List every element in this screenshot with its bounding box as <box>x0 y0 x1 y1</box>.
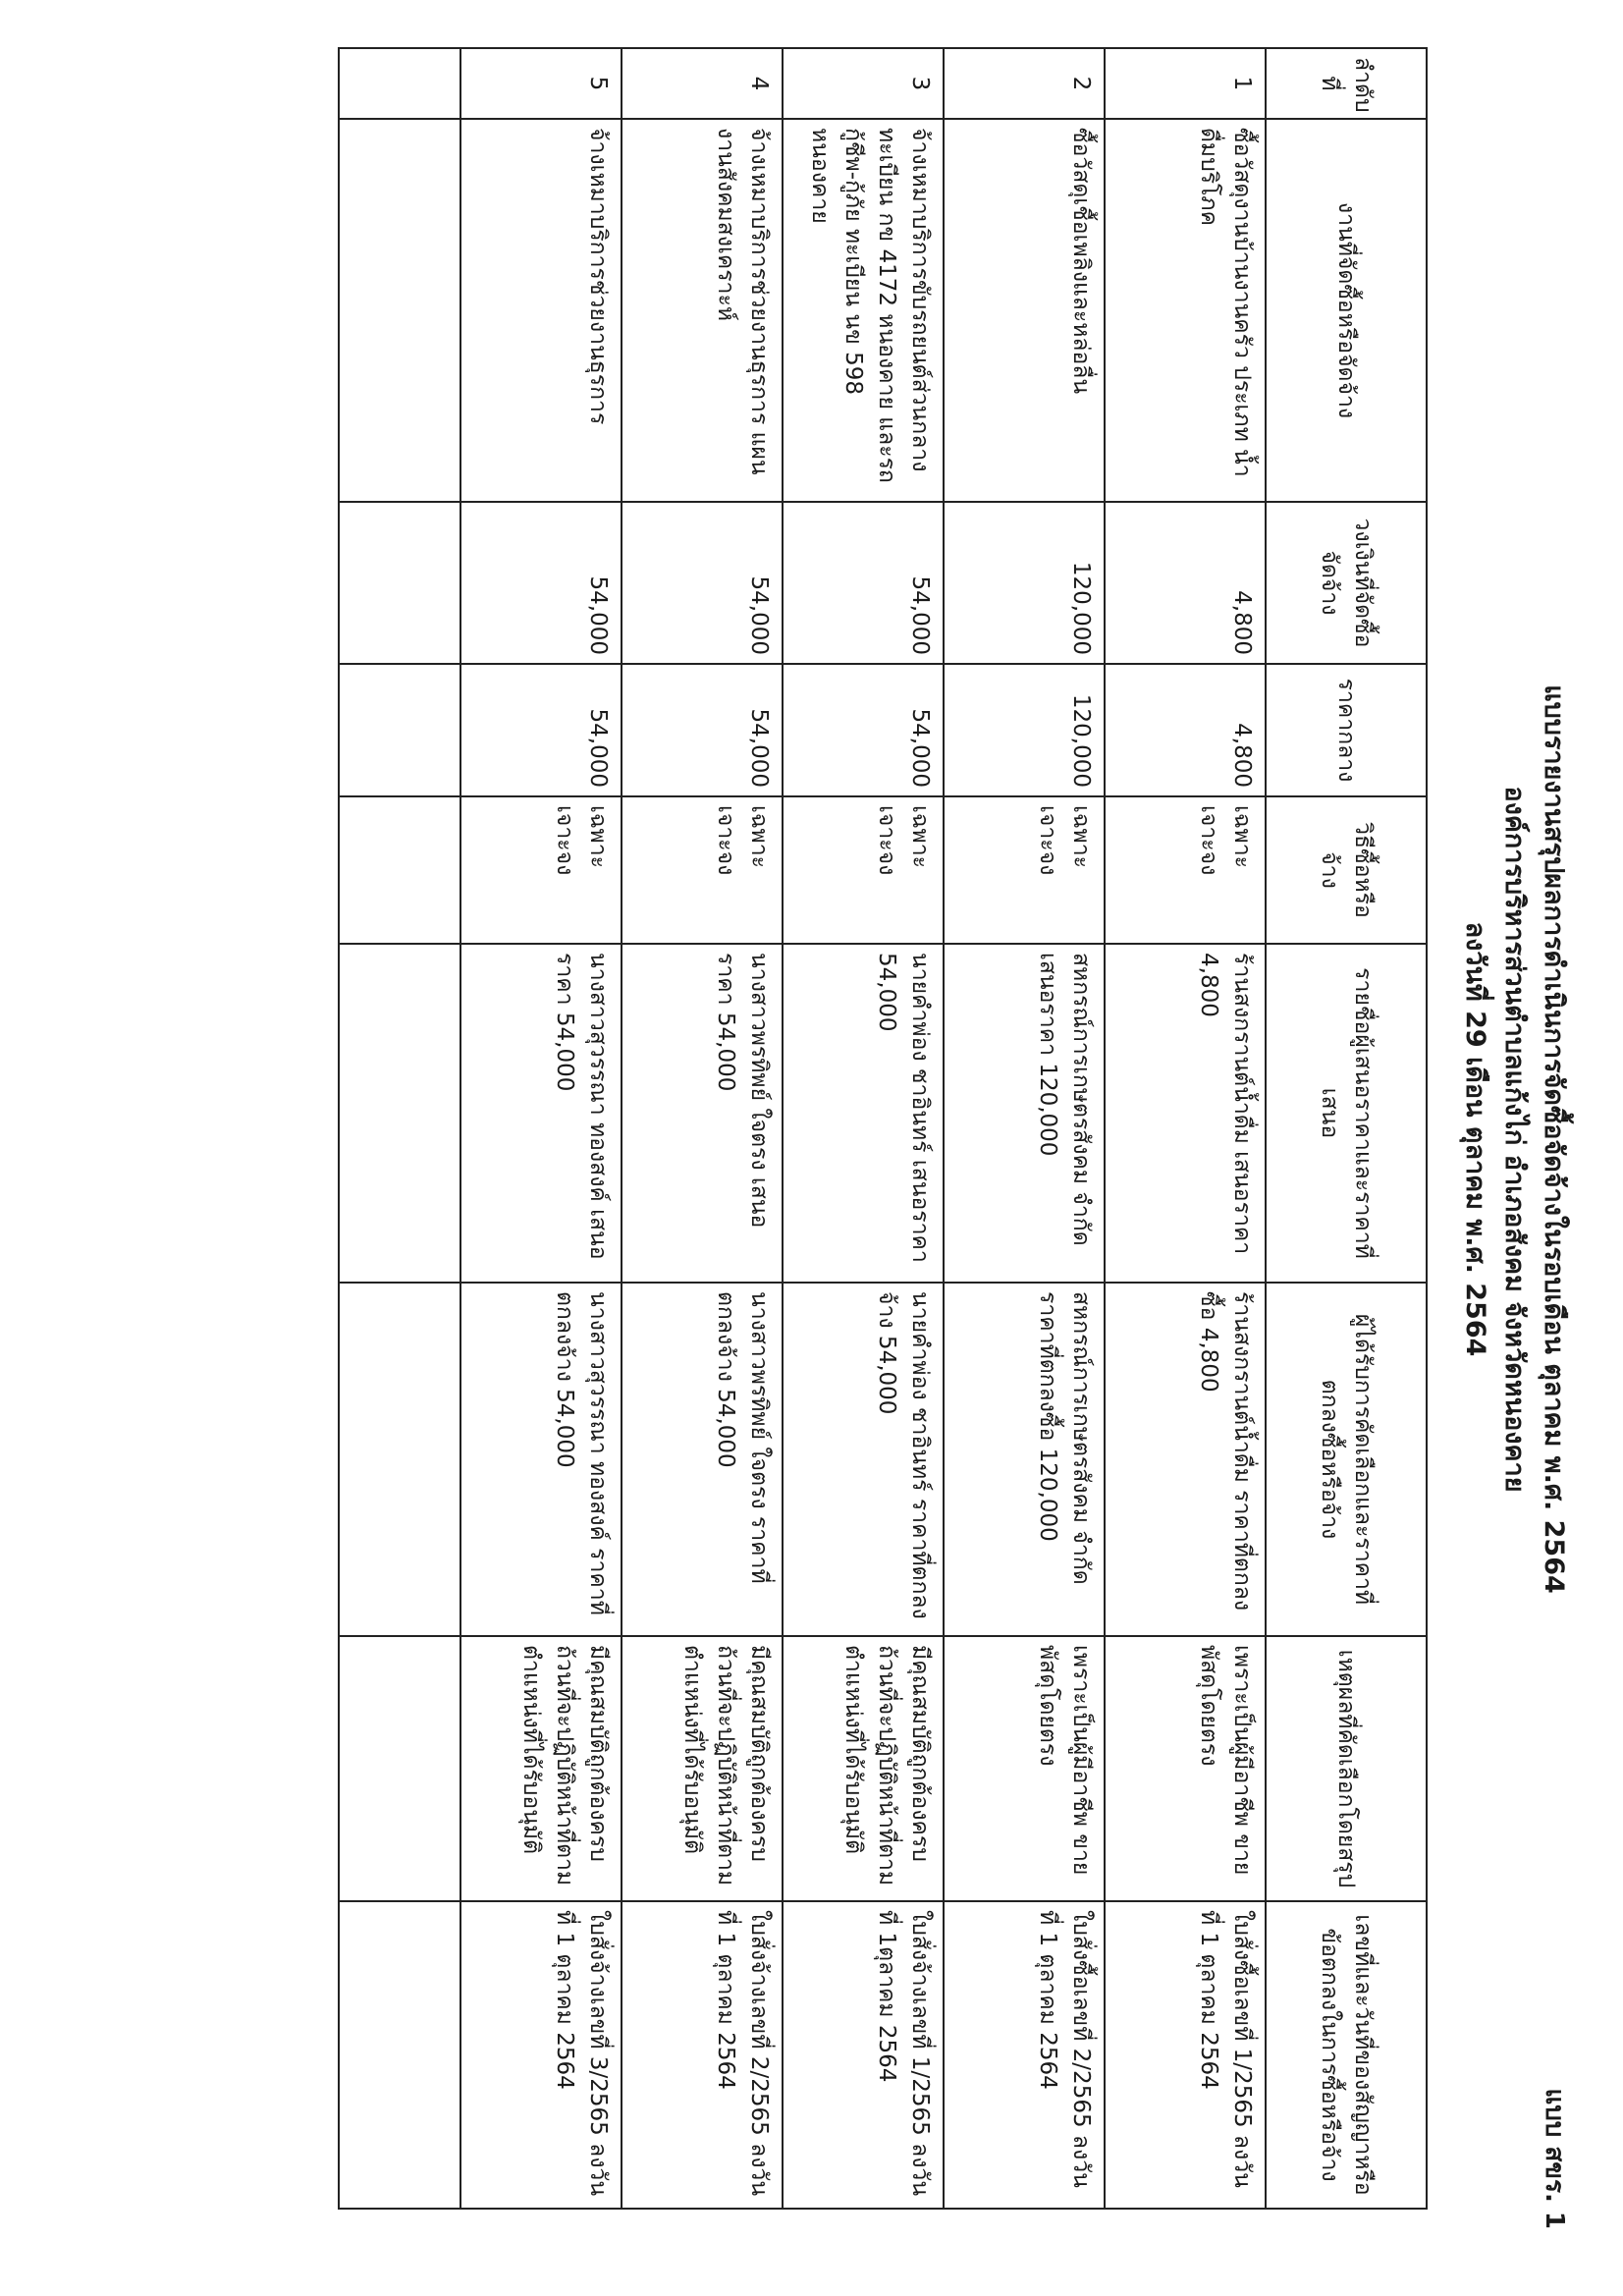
cell-median: 54,000 <box>460 664 622 796</box>
col-header-no: ลำดับที่ <box>1266 48 1427 119</box>
table-row <box>783 48 944 2209</box>
cell-winner: ร้านสงกรานต์น้ำดื่ม ราคาที่ตกลงซื้อ 4,800 <box>1105 1283 1266 1636</box>
cell-method: เฉพาะเจาะจง <box>1105 796 1266 944</box>
cell-contract: ใบสั่งจ้างเลขที่ 1/2565 ลงวันที่ 1ตุลาคม 2564 <box>783 1901 944 2209</box>
empty-cell <box>339 502 460 664</box>
cell-bidder: นางสาวสุวรรณา ทองสงค์ เสนอราคา 54,000 <box>460 944 622 1283</box>
cell-bidder: นางสาวพรทิพย์ ใจตรง เสนอราคา 54,000 <box>622 944 783 1283</box>
cell-method: เฉพาะเจาะจง <box>944 796 1105 944</box>
cell-contract: ใบสั่งจ้างเลขที่ 3/2565 ลงวันที่ 1 ตุลาคม 2564 <box>460 1901 622 2209</box>
cell-budget: 54,000 <box>622 502 783 664</box>
cell-median: 120,000 <box>944 664 1105 796</box>
title-block <box>1455 39 1573 2239</box>
empty-cell <box>339 664 460 796</box>
cell-winner: สหกรณ์การเกษตรสังคม จำกัด ราคาที่ตกลงซื้อ 120,000 <box>944 1283 1105 1636</box>
col-header-item: งานที่จัดซื้อหรือจัดจ้าง <box>1266 119 1427 502</box>
procurement-table <box>338 47 1428 2210</box>
title-line: แบบรายงานสรุปผลการดำเนินการจัดซื้อจัดจ้างในรอบเดือน ตุลาคม พ.ศ. 2564 <box>1539 684 1569 1594</box>
empty-row <box>339 48 460 2209</box>
cell-contract: ใบสั่งจ้างเลขที่ 2/2565 ลงวันที่ 1 ตุลาคม 2564 <box>622 1901 783 2209</box>
col-header-bidders: รายชื่อผู้เสนอราคาและราคาที่เสนอ <box>1266 944 1427 1283</box>
empty-cell <box>339 119 460 502</box>
cell-item: จ้างเหมาบริการขับรถยนต์ส่วนกลาง ทะเบียน กข 4172 หนองคาย และรถกู้ชีพ-กู้ภัย ทะเบียน นข 598 หนองคาย <box>783 119 944 502</box>
cell-winner: นางสาวสุวรรณา ทองสงค์ ราคาที่ตกลงจ้าง 54,000 <box>460 1283 622 1636</box>
cell-bidder: นายคำพ่อง ชาอินทร์ เสนอราคา 54,000 <box>783 944 944 1283</box>
cell-winner: นายคำพ่อง ชาอินทร์ ราคาที่ตกลงจ้าง 54,000 <box>783 1283 944 1636</box>
col-header-median-price: ราคากลาง <box>1266 664 1427 796</box>
cell-reason: มีคุณสมบัติถูกต้องครบถ้วนที่จะปฏิบัติหน้าที่ตามตำแหน่งที่ได้รับอนุมัติ <box>622 1636 783 1901</box>
col-header-winner: ผู้ได้รับการคัดเลือกและราคาที่ตกลงซื้อหรือจ้าง <box>1266 1283 1427 1636</box>
col-header-method: วิธีซื้อหรือจ้าง <box>1266 796 1427 944</box>
cell-reason: เพราะเป็นผู้มีอาชีพ ขายพัสดุโดยตรง <box>944 1636 1105 1901</box>
rotated-form-sheet <box>108 39 1581 2239</box>
form-code: แบบ สขร. 1 <box>1540 2088 1569 2229</box>
cell-item: จ้างเหมาบริการช่วยงานธุรการ แผนงานสังคมสงเคราะห์ <box>622 119 783 502</box>
cell-no: 5 <box>460 48 622 119</box>
table-row <box>460 48 622 2209</box>
cell-budget: 120,000 <box>944 502 1105 664</box>
empty-cell <box>339 1636 460 1901</box>
cell-budget: 54,000 <box>783 502 944 664</box>
table-row <box>622 48 783 2209</box>
title-line: องค์การบริหารส่วนตำบลแก้งไก่ อำเภอสังคม จังหวัดหนองคาย <box>1499 786 1530 1493</box>
cell-bidder: สหกรณ์การเกษตรสังคม จำกัด เสนอราคา 120,000 <box>944 944 1105 1283</box>
table-row <box>1105 48 1266 2209</box>
cell-budget: 4,800 <box>1105 502 1266 664</box>
cell-item: จ้างเหมาบริการช่วยงานธุรการ <box>460 119 622 502</box>
cell-no: 2 <box>944 48 1105 119</box>
empty-cell <box>339 796 460 944</box>
cell-no: 4 <box>622 48 783 119</box>
cell-no: 1 <box>1105 48 1266 119</box>
cell-reason: เพราะเป็นผู้มีอาชีพ ขายพัสดุโดยตรง <box>1105 1636 1266 1901</box>
cell-budget: 54,000 <box>460 502 622 664</box>
cell-contract: ใบสั่งซื้อเลขที่ 2/2565 ลงวันที่ 1 ตุลาคม 2564 <box>944 1901 1105 2209</box>
empty-cell <box>339 48 460 119</box>
cell-method: เฉพาะเจาะจง <box>622 796 783 944</box>
cell-method: เฉพาะเจาะจง <box>460 796 622 944</box>
cell-winner: นางสาวพรทิพย์ ใจตรง ราคาที่ตกลงจ้าง 54,000 <box>622 1283 783 1636</box>
header-row <box>1266 48 1427 2209</box>
cell-item: ซื้อวัสดุเชื้อเพลิงและหล่อลื่น <box>944 119 1105 502</box>
cell-median: 54,000 <box>783 664 944 796</box>
empty-cell <box>339 1283 460 1636</box>
table-row <box>944 48 1105 2209</box>
cell-item: ซื้อวัสดุงานบ้านงานครัว ประเภท น้ำดื่มบริโภค <box>1105 119 1266 502</box>
title-line: ลงวันที่ 29 เดือน ตุลาคม พ.ศ. 2564 <box>1460 921 1490 1357</box>
col-header-contract: เลขที่และวันที่ของสัญญาหรือข้อตกลงในการซื้อหรือจ้าง <box>1266 1901 1427 2209</box>
empty-cell <box>339 1901 460 2209</box>
cell-bidder: ร้านสงกรานต์น้ำดื่ม เสนอราคา 4,800 <box>1105 944 1266 1283</box>
col-header-reason: เหตุผลที่คัดเลือกโดยสรุป <box>1266 1636 1427 1901</box>
cell-reason: มีคุณสมบัติถูกต้องครบถ้วนที่จะปฏิบัติหน้าที่ตามตำแหน่งที่ได้รับอนุมัติ <box>783 1636 944 1901</box>
empty-cell <box>339 944 460 1283</box>
cell-method: เฉพาะเจาะจง <box>783 796 944 944</box>
col-header-budget: วงเงินที่จัดซื้อจัดจ้าง <box>1266 502 1427 664</box>
cell-no: 3 <box>783 48 944 119</box>
cell-median: 4,800 <box>1105 664 1266 796</box>
cell-median: 54,000 <box>622 664 783 796</box>
cell-contract: ใบสั่งซื้อเลขที่ 1/2565 ลงวันที่ 1 ตุลาคม 2564 <box>1105 1901 1266 2209</box>
cell-reason: มีคุณสมบัติถูกต้องครบถ้วนที่จะปฏิบัติหน้าที่ตามตำแหน่งที่ได้รับอนุมัติ <box>460 1636 622 1901</box>
